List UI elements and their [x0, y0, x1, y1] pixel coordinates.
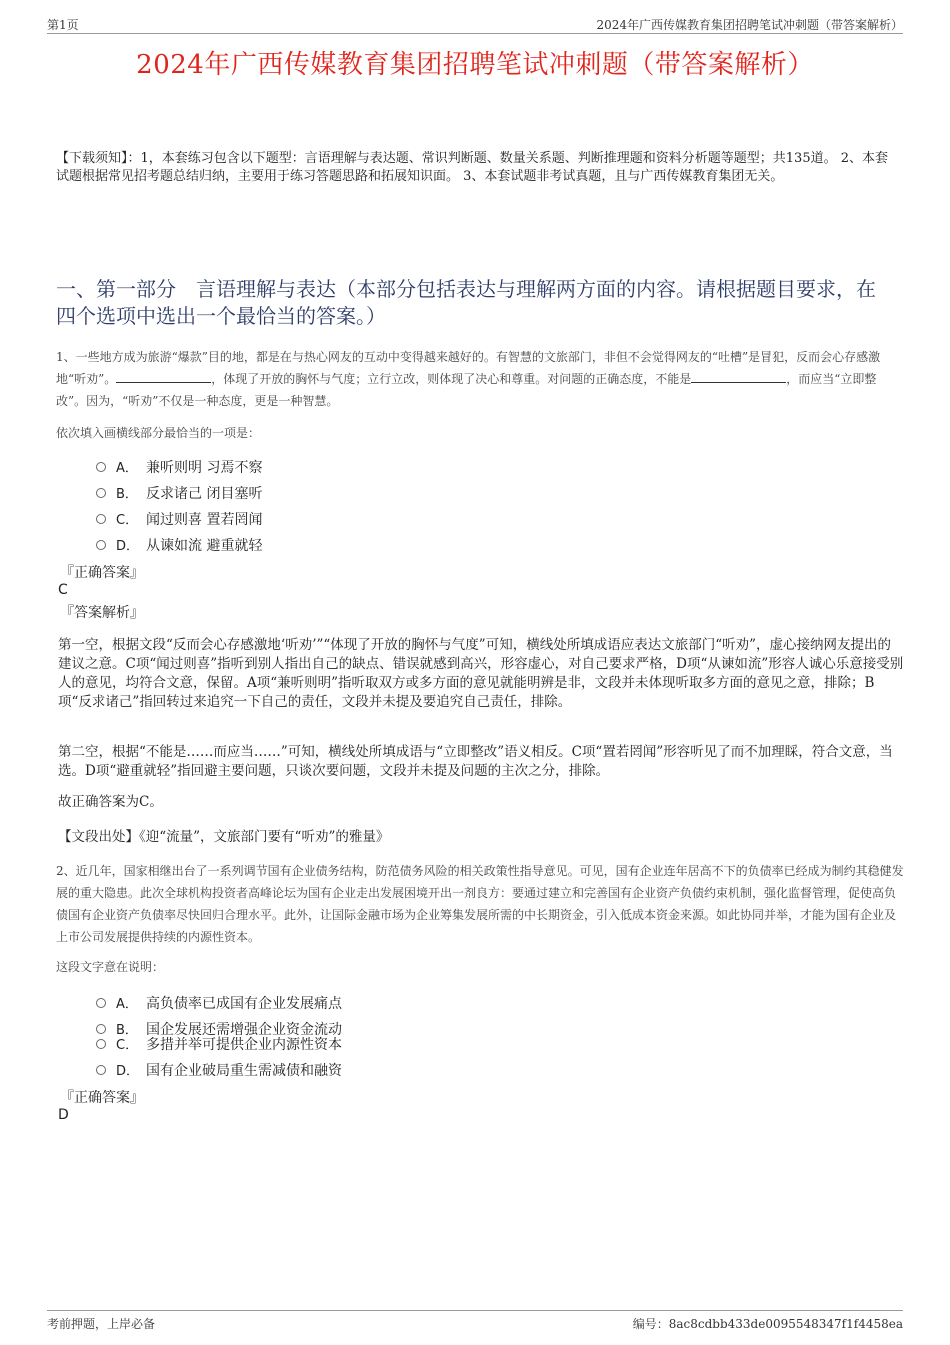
- question-2-option-b[interactable]: B． 国企发展还需增强企业资金流动: [96, 1019, 342, 1039]
- question-2-option-a[interactable]: A． 高负债率已成国有企业发展痛点: [96, 993, 342, 1013]
- fill-blank-2: [691, 370, 786, 383]
- page-number: 第1页: [47, 18, 79, 32]
- question-2-option-d[interactable]: D． 国有企业破局重生需减债和融资: [96, 1060, 342, 1080]
- radio-icon[interactable]: [96, 514, 106, 524]
- analysis-label: 『答案解析』: [60, 605, 144, 621]
- download-notice: 【下载须知】：1，本套练习包含以下题型：言语理解与表达题、常识判断题、数量关系题、判断推理题和资料分析题等题型；共135道。 2、本套试题根据常见招考题总结归纳，主要用于练习答题思路和拓展知识面。 3、本套试题非考试真题，且与广西传媒教育集团无关。: [56, 151, 888, 184]
- question-2-option-c[interactable]: C． 多措并举可提供企业内源性资本: [96, 1034, 342, 1054]
- correct-answer-label: 『正确答案』: [60, 1090, 144, 1106]
- question-1-option-c[interactable]: C． 闻过则喜 置若罔闻: [96, 509, 262, 529]
- question-2-text: 2、近几年，国家相继出台了一系列调节国有企业债务结构，防范债务风险的相关政策性指导意见。可见，国有企业连年居高不下的负债率已经成为制约其稳健发展的重大隐患。此次全球机构投资者高峰论坛为国有企业走出发展困境开出一剂良方：要通过建立和完善国有企业资产负债约束机制，强化监督管理，促使高负债国有企业资产负债率尽快回归合理水平。此外，让国际金融市场为企业筹集发展所需的中长期资金，引入低成本资金来源。如此协同并举，才能为国有企业及上市公司发展提供持续的内源性资本。: [56, 864, 904, 944]
- question-2-prompt: 这段文字意在说明：: [56, 960, 165, 974]
- radio-icon[interactable]: [96, 1065, 106, 1075]
- radio-icon[interactable]: [96, 1024, 106, 1034]
- radio-icon[interactable]: [96, 1039, 106, 1049]
- question-1-option-b[interactable]: B． 反求诸己 闭目塞听: [96, 483, 262, 503]
- page-header: [47, 14, 903, 34]
- header-doc-title: 2024年广西传媒教育集团招聘笔试冲刺题（带答案解析）: [596, 18, 903, 32]
- analysis-conclusion: 故正确答案为C。: [58, 794, 163, 810]
- page-footer: [47, 1310, 903, 1331]
- question-1-prompt: 依次填入画横线部分最恰当的一项是：: [56, 426, 261, 440]
- radio-icon[interactable]: [96, 462, 106, 472]
- radio-icon[interactable]: [96, 488, 106, 498]
- radio-icon[interactable]: [96, 998, 106, 1008]
- question-1-option-d[interactable]: D． 从谏如流 避重就轻: [96, 535, 262, 555]
- correct-answer-label: 『正确答案』: [60, 565, 144, 581]
- question-1-text: 1、一些地方成为旅游“爆款”目的地，都是在与热心网友的互动中变得越来越好的。有智慧的文旅部门，非但不会觉得网友的“吐槽”是冒犯，反而会心存感激地“听劝”。 ，体现了开放的胸怀与气度；立行立改，则体现了决心和尊重。对问题的正确态度，不能是 ，而应当“立即整改”。因为，“听劝”不仅是一种态度，更是一种智慧。: [56, 350, 881, 408]
- section-heading: 一、第一部分 言语理解与表达（本部分包括表达与理解两方面的内容。请根据题目要求，在四个选项中选出一个最恰当的答案。）: [56, 277, 876, 328]
- analysis-paragraph-2: 第二空，根据“不能是……而应当……”可知，横线处所填成语与“立即整改”语义相反。C项“置若罔闻”形容听见了而不加理睬，符合文意，当选。D项“避重就轻”指回避主要问题，只谈次要问题，文段并未提及问题的主次之分，排除。: [58, 744, 893, 779]
- analysis-paragraph-1: 第一空，根据文段“反而会心存感激地‘听劝’”“体现了开放的胸怀与气度”可知，横线处所填成语应表达文旅部门“听劝”，虚心接纳网友提出的建议之意。C项“闻过则喜”指听到别人指出自己的缺点、错误就感到高兴，形容虚心，对自己要求严格，D项“从谏如流”形容人诚心乐意接受别人的意见，均符合文意，保留。A项“兼听则明”指听取双方或多方面的意见就能明辨是非，文段并未体现听取多方面的意见之意，排除；B项“反求诸己”指回转过来追究一下自己的责任，文段并未提及要追究自己责任，排除。: [58, 637, 904, 710]
- footer-doc-id: 编号：8ac8cdbb433de0095548347f1f4458ea: [632, 1317, 903, 1331]
- correct-answer: D: [58, 1107, 69, 1123]
- page-title: 2024年广西传媒教育集团招聘笔试冲刺题（带答案解析）: [136, 50, 814, 80]
- radio-icon[interactable]: [96, 540, 106, 550]
- question-1-option-a[interactable]: A． 兼听则明 习焉不察: [96, 457, 262, 477]
- passage-source: 【文段出处】《迎“流量”，文旅部门要有“听劝”的雅量》: [58, 829, 390, 845]
- footer-slogan: 考前押题，上岸必备: [47, 1317, 156, 1331]
- fill-blank-1: [116, 370, 211, 383]
- correct-answer: C: [58, 582, 68, 598]
